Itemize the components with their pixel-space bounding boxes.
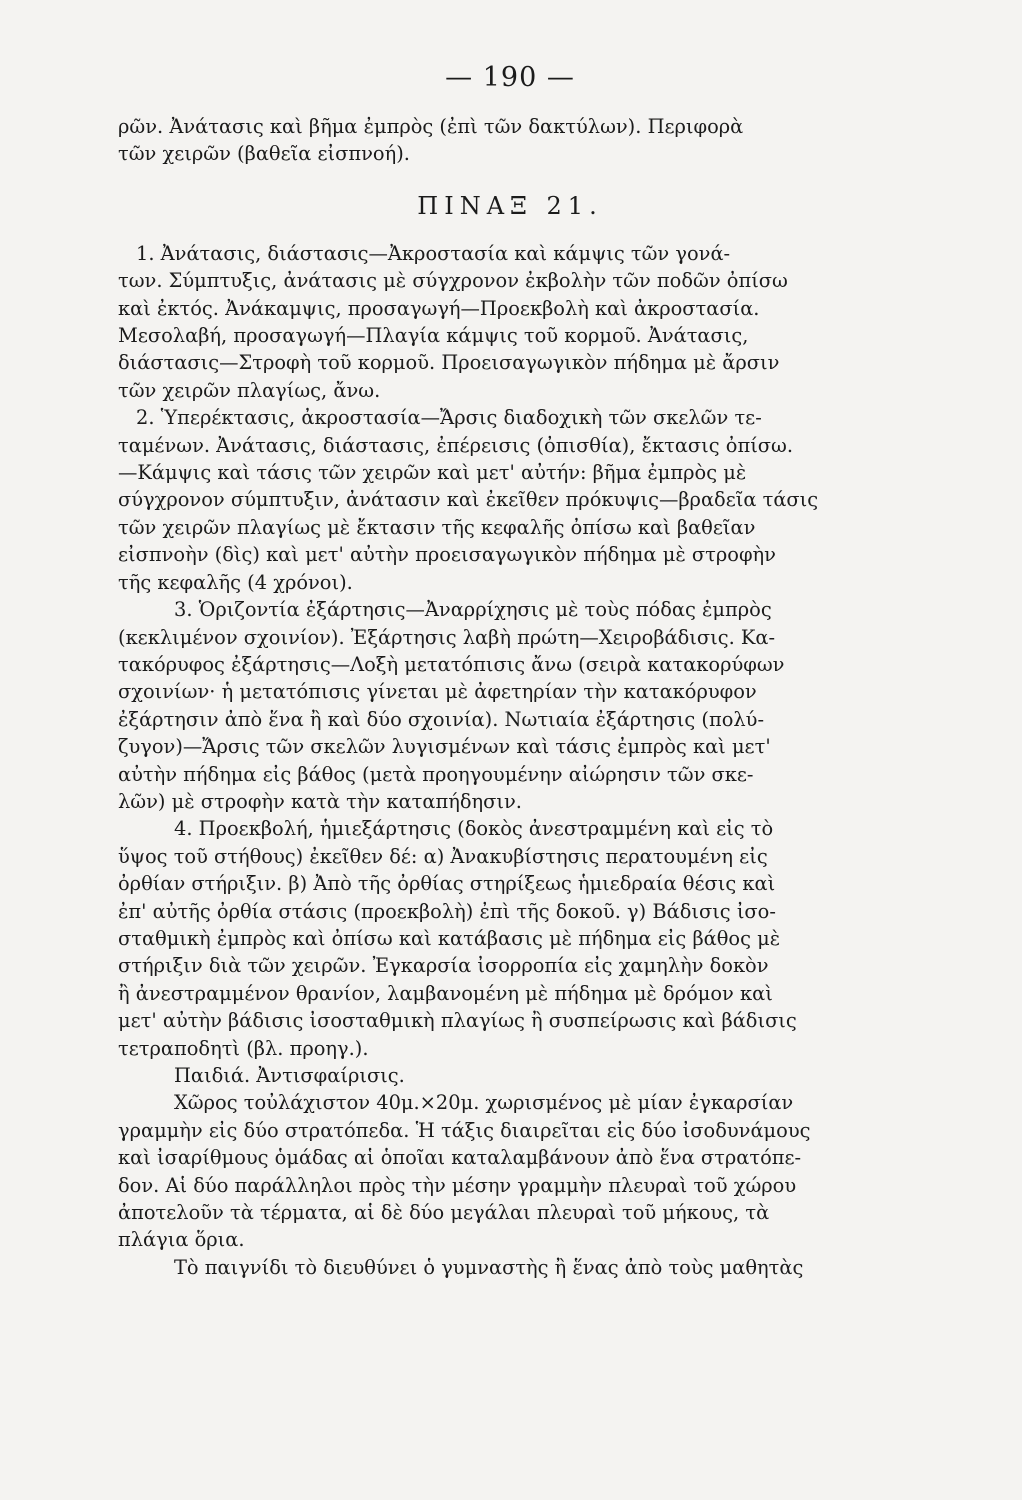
- document-page: [118, 62, 902, 1281]
- text-line: δον. Αἱ δύο παράλληλοι πρὸς τὴν μέσην γραμμὴν πλευραὶ τοῦ χώρου: [118, 1173, 797, 1197]
- text-line: στήριξιν διὰ τῶν χειρῶν. Ἐγκαρσία ἰσορροπία εἰς χαμηλὴν δοκὸν: [118, 954, 769, 978]
- text-line: τῶν χειρῶν πλαγίως, ἄνω.: [118, 378, 381, 402]
- body-text: [118, 240, 902, 1281]
- text-line: Χῶρος τοὐλάχιστον 40μ.×20μ. χωρισμένος μὲ μίαν ἐγκαρσίαν: [174, 1091, 794, 1115]
- text-line: ταμένων. Ἀνάτασις, διάστασις, ἐπέρεισις (ὀπισθία), ἔκτασις ὀπίσω.: [118, 433, 794, 457]
- text-line: τακόρυφος ἐξάρτησις—Λοξὴ μετατόπισις ἄνω (σειρὰ κατακορύφων: [118, 652, 785, 676]
- text-line: αὐτὴν πήδημα εἰς βάθος (μετὰ προηγουμένην αἰώρησιν τῶν σκε-: [118, 762, 754, 786]
- text-line: πλάγια ὅρια.: [118, 1228, 245, 1252]
- text-line: εἰσπνοὴν (δὶς) καὶ μετ' αὐτὴν προεισαγωγικὸν πήδημα μὲ στροφὴν: [118, 543, 776, 567]
- text-line: καὶ ἰσαρίθμους ὁμάδας αἱ ὁποῖαι καταλαμβάνουν ἀπὸ ἕνα στρατόπε-: [118, 1146, 802, 1170]
- text-line: τῶν χειρῶν πλαγίως μὲ ἔκτασιν τῆς κεφαλῆς ὀπίσω καὶ βαθεῖαν: [118, 515, 756, 539]
- text-line: 1. Ἀνάτασις, διάστασις—Ἀκροστασία καὶ κάμψις τῶν γονά-: [136, 241, 731, 265]
- text-line: σύγχρονον σύμπτυξιν, ἀνάτασιν καὶ ἐκεῖθεν πρόκυψις—βραδεῖα τάσις: [118, 488, 819, 512]
- text-line: Τὸ παιγνίδι τὸ διευθύνει ὁ γυμναστὴς ἢ ἕνας ἀπὸ τοὺς μαθητὰς: [174, 1255, 804, 1279]
- text-line: 3. Ὁριζοντία ἐξάρτησις—Ἀναρρίχησις μὲ τοὺς πόδας ἐμπρὸς: [174, 598, 772, 622]
- text-line: διάστασις—Στροφὴ τοῦ κορμοῦ. Προεισαγωγικὸν πήδημα μὲ ἄρσιν: [118, 351, 780, 375]
- text-line: ζυγον)—Ἄρσις τῶν σκελῶν λυγισμένων καὶ τάσις ἐμπρὸς καὶ μετ': [118, 735, 771, 759]
- text-line: τετραποδητὶ (βλ. προηγ.).: [118, 1036, 369, 1060]
- text-line: σταθμικὴ ἐμπρὸς καὶ ὀπίσω καὶ κατάβασις μὲ πήδημα εἰς βάθος μὲ: [118, 926, 781, 950]
- text-line: —Κάμψις καὶ τάσις τῶν χειρῶν καὶ μετ' αὐτήν: βῆμα ἐμπρὸς μὲ: [118, 461, 747, 485]
- text-line: ρῶν. Ἀνάτασις καὶ βῆμα ἐμπρὸς (ἐπὶ τῶν δακτύλων). Περιφορὰ: [118, 115, 744, 138]
- text-line: ὀρθίαν στήριξιν. β) Ἀπὸ τῆς ὀρθίας στηρίξεως ἡμιεδραία θέσις καὶ: [118, 872, 776, 896]
- text-line: 4. Προεκβολή, ἡμιεξάρτησις (δοκὸς ἀνεστραμμένη καὶ εἰς τὸ: [174, 817, 774, 841]
- text-line: ὕψος τοῦ στήθους) ἐκεῖθεν δέ: α) Ἀνακυβίστησις περατουμένη εἰς: [118, 844, 768, 868]
- text-line: των. Σύμπτυξις, ἀνάτασις μὲ σύγχρονον ἐκβολὴν τῶν ποδῶν ὀπίσω: [118, 269, 788, 293]
- text-line: τῶν χειρῶν (βαθεῖα εἰσπνοή).: [118, 142, 410, 166]
- text-line: Μεσολαβή, προσαγωγή—Πλαγία κάμψις τοῦ κορμοῦ. Ἀνάτασις,: [118, 324, 749, 348]
- text-line: σχοινίων· ἡ μετατόπισις γίνεται μὲ ἀφετηρίαν τὴν κατακόρυφον: [118, 680, 757, 704]
- text-line: ἐπ' αὐτῆς ὀρθία στάσις (προεκβολὴ) ἐπὶ τῆς δοκοῦ. γ) Βάδισις ἰσο-: [118, 899, 776, 923]
- text-line: καὶ ἐκτός. Ἀνάκαμψις, προσαγωγή—Προεκβολὴ καὶ ἀκροστασία.: [118, 296, 760, 320]
- text-line: μετ' αὐτὴν βάδισις ἰσοσταθμικὴ πλαγίως ἢ συσπείρωσις καὶ βάδισις: [118, 1009, 797, 1033]
- text-line: ἢ ἀνεστραμμένον θρανίον, λαμβανομένη μὲ πήδημα μὲ δρόμον καὶ: [118, 981, 773, 1005]
- text-line: ἐξάρτησιν ἀπὸ ἕνα ἢ καὶ δύο σχοινία). Νωτιαία ἐξάρτησις (πολύ-: [118, 707, 765, 731]
- text-line: Παιδιά. Ἀντισφαίρισις.: [174, 1064, 405, 1087]
- text-line: (κεκλιμένον σχοινίον). Ἐξάρτησις λαβὴ πρώτη—Χειροβάδισις. Κα-: [118, 625, 776, 649]
- text-line: γραμμὴν εἰς δύο στρατόπεδα. Ἡ τάξις διαιρεῖται εἰς δύο ἰσοδυνάμους: [118, 1118, 811, 1142]
- text-line: ἀποτελοῦν τὰ τέρματα, αἱ δὲ δύο μεγάλαι πλευραὶ τοῦ μήκους, τὰ: [118, 1201, 770, 1225]
- intro-paragraph: [118, 113, 902, 168]
- page-number: — 190 —: [445, 62, 575, 93]
- text-line: λῶν) μὲ στροφὴν κατὰ τὴν καταπήδησιν.: [118, 789, 522, 813]
- text-line: τῆς κεφαλῆς (4 χρόνοι).: [118, 570, 353, 594]
- section-title: ΠΙΝΑΞ 21.: [417, 191, 603, 220]
- text-line: 2. Ὑπερέκτασις, ἀκροστασία—Ἄρσις διαδοχικὴ τῶν σκελῶν τε-: [136, 406, 762, 430]
